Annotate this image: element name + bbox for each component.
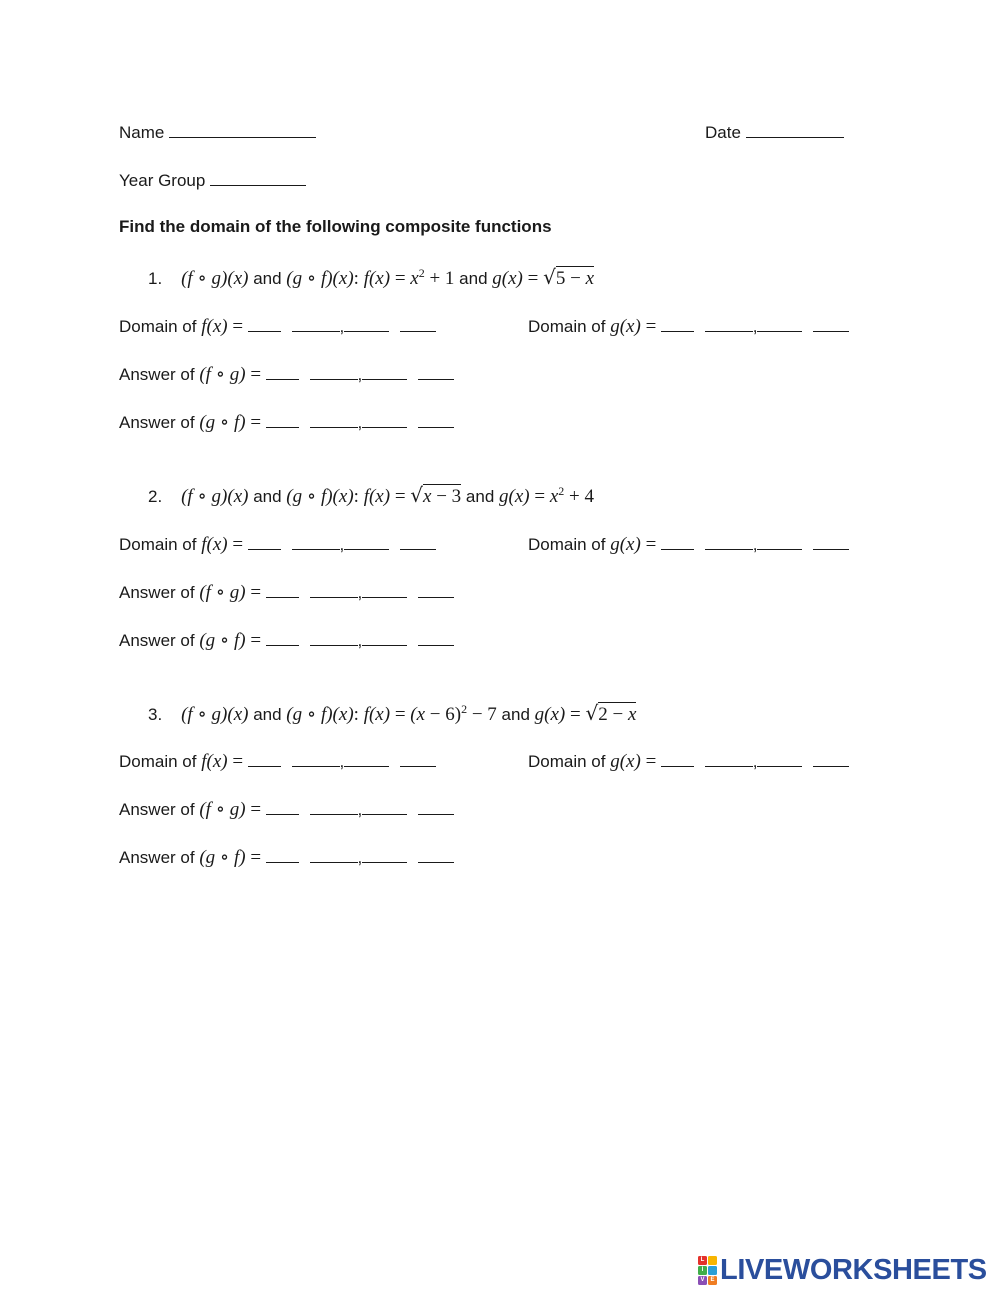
name-label: Name — [119, 123, 165, 142]
logo-cubes-icon — [698, 1256, 717, 1285]
and-label: and — [253, 269, 282, 288]
problem-3-answer-gof-row: Answer of (g ∘ f) = , — [119, 847, 454, 867]
problem-1-statement — [148, 267, 594, 288]
domain-g-blank-2[interactable] — [705, 316, 753, 332]
logo-cube: I — [698, 1266, 707, 1275]
g-definition: g(x) = √5 − x — [492, 265, 594, 289]
answer-gof-blank-4[interactable] — [418, 847, 454, 863]
domain-of-label: Domain of — [119, 535, 197, 554]
domain-f-blank-4[interactable] — [400, 316, 436, 332]
answer-gof-blank-3[interactable] — [362, 630, 407, 646]
composite-f-of-g: (f ∘ g)(x) — [181, 704, 249, 725]
domain-f-blank-2[interactable] — [292, 751, 340, 767]
domain-g-blank-3[interactable] — [757, 751, 802, 767]
logo-text: LIVEWORKSHEETS — [720, 1253, 987, 1286]
answer-fog-blank-3[interactable] — [362, 799, 407, 815]
problem-3-domain-f-row: Domain of f(x) = , — [119, 751, 436, 771]
logo-cube: E — [708, 1276, 717, 1285]
domain-of-label: Domain of — [528, 535, 606, 554]
problem-2-domain-g-row: Domain of g(x) = , — [528, 534, 849, 554]
domain-g-blank-2[interactable] — [705, 751, 753, 767]
problem-number: 2. — [148, 487, 163, 506]
answer-fog-blank-3[interactable] — [362, 582, 407, 598]
date-input[interactable] — [746, 122, 844, 138]
problem-2-statement — [148, 485, 594, 506]
answer-fog-blank-4[interactable] — [418, 799, 454, 815]
problem-2-answer-fog-row: Answer of (f ∘ g) = , — [119, 582, 454, 602]
answer-gof-blank-2[interactable] — [310, 847, 358, 863]
domain-f-blank-4[interactable] — [400, 751, 436, 767]
answer-gof-blank-1[interactable] — [266, 847, 299, 863]
year-group-label: Year Group — [119, 171, 206, 190]
instructions: Find the domain of the following composite functions — [119, 217, 552, 236]
answer-fog-blank-3[interactable] — [362, 364, 407, 380]
domain-f-blank-1[interactable] — [248, 751, 281, 767]
answer-of-label: Answer of — [119, 583, 195, 602]
liveworksheets-logo — [698, 1255, 987, 1285]
domain-f-blank-4[interactable] — [400, 534, 436, 550]
domain-f-blank-3[interactable] — [344, 751, 389, 767]
domain-g-blank-4[interactable] — [813, 316, 849, 332]
domain-g-blank-1[interactable] — [661, 751, 694, 767]
answer-fog-blank-2[interactable] — [310, 582, 358, 598]
year-group-input[interactable] — [210, 170, 306, 186]
composite-g-of-f: (g ∘ f)(x): f(x) = √x − 3 — [286, 483, 462, 507]
domain-of-label: Domain of — [119, 317, 197, 336]
answer-gof-blank-4[interactable] — [418, 630, 454, 646]
answer-fog-blank-4[interactable] — [418, 582, 454, 598]
problem-2-answer-gof-row: Answer of (g ∘ f) = , — [119, 630, 454, 650]
answer-of-label: Answer of — [119, 848, 195, 867]
answer-fog-blank-1[interactable] — [266, 364, 299, 380]
answer-of-label: Answer of — [119, 365, 195, 384]
problem-1-answer-fog-row: Answer of (f ∘ g) = , — [119, 364, 454, 384]
answer-fog-blank-2[interactable] — [310, 799, 358, 815]
answer-gof-blank-2[interactable] — [310, 630, 358, 646]
domain-g-blank-1[interactable] — [661, 534, 694, 550]
answer-of-label: Answer of — [119, 631, 195, 650]
problem-2-domain-f-row: Domain of f(x) = , — [119, 534, 436, 554]
answer-of-label: Answer of — [119, 413, 195, 432]
answer-gof-blank-1[interactable] — [266, 630, 299, 646]
logo-cube — [708, 1256, 717, 1265]
problem-1-domain-g-row: Domain of g(x) = , — [528, 316, 849, 336]
composite-f-of-g: (f ∘ g)(x) — [181, 268, 249, 289]
problem-number: 1. — [148, 269, 163, 288]
logo-cube — [708, 1266, 717, 1275]
domain-g-blank-3[interactable] — [757, 534, 802, 550]
answer-gof-blank-3[interactable] — [362, 847, 407, 863]
problem-3-statement — [148, 703, 636, 724]
problem-3-domain-g-row: Domain of g(x) = , — [528, 751, 849, 771]
answer-gof-blank-4[interactable] — [418, 412, 454, 428]
problem-1-domain-f-row: Domain of f(x) = , — [119, 316, 436, 336]
answer-gof-blank-3[interactable] — [362, 412, 407, 428]
and-label: and — [501, 705, 530, 724]
and-label: and — [459, 269, 488, 288]
logo-cube: V — [698, 1276, 707, 1285]
domain-g-blank-3[interactable] — [757, 316, 802, 332]
name-input[interactable] — [169, 122, 316, 138]
problem-1-answer-gof-row: Answer of (g ∘ f) = , — [119, 412, 454, 432]
domain-f-blank-1[interactable] — [248, 316, 281, 332]
domain-g-blank-4[interactable] — [813, 534, 849, 550]
and-label: and — [465, 487, 495, 506]
answer-fog-blank-1[interactable] — [266, 582, 299, 598]
domain-g-blank-1[interactable] — [661, 316, 694, 332]
answer-fog-blank-2[interactable] — [310, 364, 358, 380]
answer-gof-blank-1[interactable] — [266, 412, 299, 428]
and-label: and — [253, 487, 282, 506]
domain-g-blank-4[interactable] — [813, 751, 849, 767]
composite-f-of-g: (f ∘ g)(x) — [181, 486, 249, 507]
answer-gof-blank-2[interactable] — [310, 412, 358, 428]
date-label: Date — [705, 123, 741, 142]
answer-fog-blank-4[interactable] — [418, 364, 454, 380]
domain-of-label: Domain of — [528, 317, 606, 336]
answer-of-label: Answer of — [119, 800, 195, 819]
domain-of-label: Domain of — [119, 752, 197, 771]
domain-g-blank-2[interactable] — [705, 534, 753, 550]
logo-cube: L — [698, 1256, 707, 1265]
g-definition: g(x) = √2 − x — [534, 701, 637, 725]
and-label: and — [253, 705, 282, 724]
composite-g-of-f: (g ∘ f)(x): $f(x) = (x - 6)^2 - 7$ — [286, 702, 497, 725]
problem-3-answer-fog-row: Answer of (f ∘ g) = , — [119, 799, 454, 819]
domain-f-blank-3[interactable] — [344, 316, 389, 332]
domain-f-blank-1[interactable] — [248, 534, 281, 550]
domain-f-blank-3[interactable] — [344, 534, 389, 550]
domain-f-blank-2[interactable] — [292, 316, 340, 332]
g-definition: $g(x) = x^2 + 4$ — [499, 484, 594, 507]
domain-of-label: Domain of — [528, 752, 606, 771]
domain-f-blank-2[interactable] — [292, 534, 340, 550]
answer-fog-blank-1[interactable] — [266, 799, 299, 815]
problem-number: 3. — [148, 705, 163, 724]
name-field-row — [119, 122, 316, 141]
date-field-row — [705, 122, 844, 141]
composite-g-of-f: (g ∘ f)(x): $f(x) = x^2 + 1$ — [286, 266, 455, 289]
year-group-row — [119, 170, 306, 189]
